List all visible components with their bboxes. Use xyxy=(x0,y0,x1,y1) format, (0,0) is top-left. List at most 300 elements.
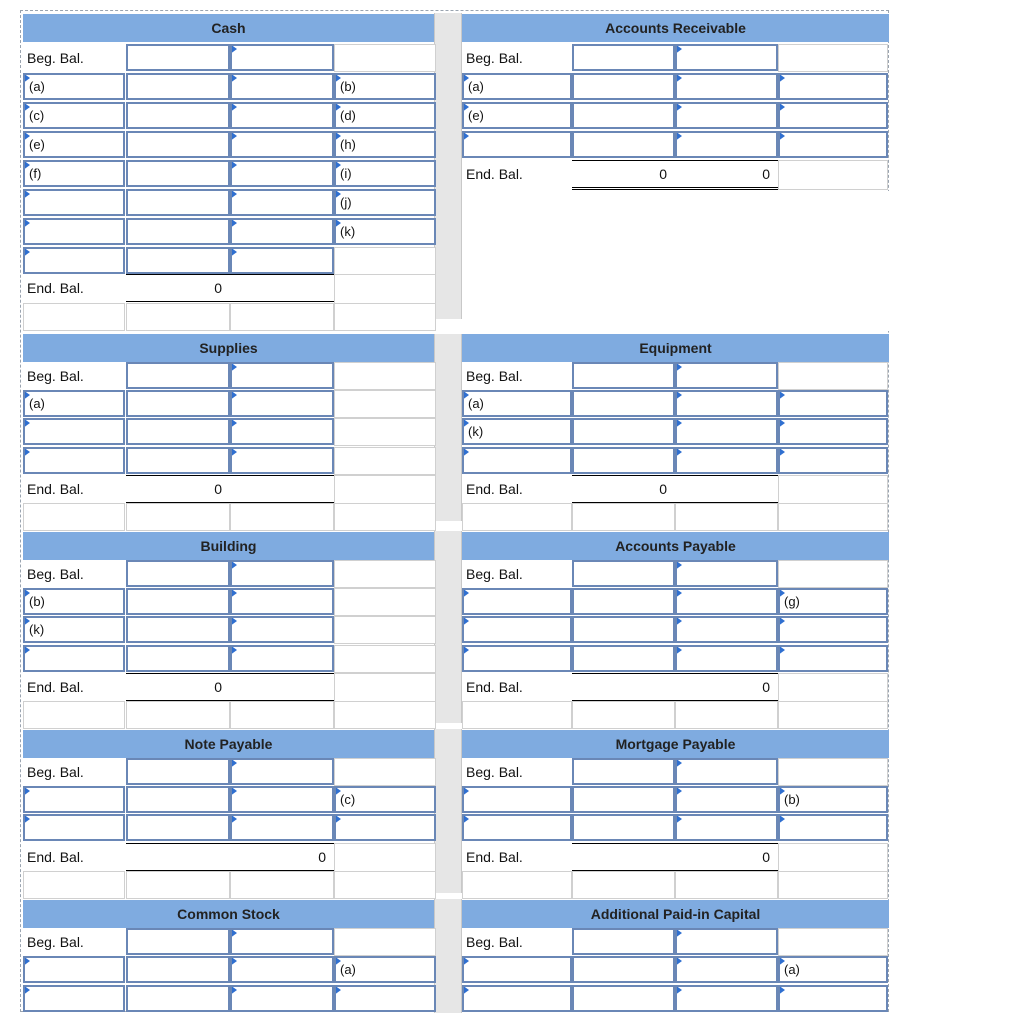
credit-amount-input[interactable] xyxy=(230,814,334,841)
dropdown-marker-icon xyxy=(230,131,237,141)
dropdown-marker-icon xyxy=(230,758,237,768)
empty-cell xyxy=(23,303,125,331)
debit-ref-input[interactable]: (k) xyxy=(462,418,572,445)
beg-bal-label: Beg. Bal. xyxy=(27,934,84,950)
account-header-accounts-receivable: Accounts Receivable xyxy=(462,14,889,42)
dropdown-marker-icon xyxy=(230,588,237,598)
t-account-worksheet xyxy=(20,10,889,1012)
dropdown-marker-icon xyxy=(778,390,785,400)
empty-cell xyxy=(126,503,230,531)
empty-cell xyxy=(334,503,436,531)
dropdown-marker-icon xyxy=(23,73,30,83)
dropdown-marker-icon xyxy=(462,985,469,995)
dropdown-marker-icon xyxy=(23,418,30,428)
empty-cell xyxy=(778,673,888,703)
dropdown-marker-icon xyxy=(675,956,682,966)
dropdown-marker-icon xyxy=(23,390,30,400)
credit-ref-input[interactable] xyxy=(778,616,888,643)
dropdown-marker-icon xyxy=(230,616,237,626)
dropdown-marker-icon xyxy=(462,447,469,457)
credit-amount-input[interactable] xyxy=(675,616,778,643)
empty-cell xyxy=(778,160,888,190)
dropdown-marker-icon xyxy=(675,985,682,995)
credit-total: 0 xyxy=(675,843,778,873)
dropdown-marker-icon xyxy=(230,44,237,54)
debit-amount-input[interactable] xyxy=(572,447,675,474)
dropdown-marker-icon xyxy=(778,588,785,598)
debit-amount-input[interactable] xyxy=(126,985,230,1012)
debit-ref-input[interactable]: (b) xyxy=(23,588,125,615)
credit-amount-input[interactable] xyxy=(230,786,334,813)
dropdown-marker-icon xyxy=(230,928,237,938)
beg-bal-label: Beg. Bal. xyxy=(466,934,523,950)
credit-amount-input[interactable] xyxy=(675,73,778,100)
dropdown-marker-icon xyxy=(778,786,785,796)
credit-amount-input[interactable] xyxy=(675,956,778,983)
beg-bal-label: Beg. Bal. xyxy=(27,50,84,66)
debit-amount-input[interactable] xyxy=(572,645,675,672)
dropdown-marker-icon xyxy=(334,189,341,199)
empty-cell xyxy=(778,503,888,531)
dropdown-marker-icon xyxy=(230,218,237,228)
debit-amount-input[interactable] xyxy=(126,758,230,785)
dropdown-marker-icon xyxy=(675,418,682,428)
dropdown-marker-icon xyxy=(23,160,30,170)
dropdown-marker-icon xyxy=(462,418,469,428)
debit-ref-input[interactable] xyxy=(23,247,125,274)
debit-amount-input[interactable] xyxy=(572,985,675,1012)
credit-amount-input[interactable] xyxy=(230,928,334,955)
debit-ref-input[interactable] xyxy=(23,218,125,245)
empty-cell xyxy=(230,871,334,899)
empty-cell xyxy=(778,475,888,505)
credit-ref-input[interactable]: (a) xyxy=(334,956,436,983)
dropdown-marker-icon xyxy=(462,616,469,626)
debit-ref-input[interactable]: (k) xyxy=(23,616,125,643)
dropdown-marker-icon xyxy=(23,786,30,796)
credit-amount-input[interactable] xyxy=(230,189,334,216)
debit-ref-input[interactable]: (a) xyxy=(462,390,572,417)
credit-amount-input[interactable] xyxy=(675,418,778,445)
dropdown-marker-icon xyxy=(778,645,785,655)
empty-cell xyxy=(334,616,436,644)
end-bal-label: End. Bal. xyxy=(466,849,523,865)
debit-ref-input[interactable] xyxy=(462,588,572,615)
empty-cell xyxy=(23,871,125,899)
empty-cell xyxy=(334,645,436,673)
dropdown-marker-icon xyxy=(23,218,30,228)
column-divider xyxy=(434,729,462,893)
dropdown-marker-icon xyxy=(462,131,469,141)
debit-amount-input[interactable] xyxy=(126,814,230,841)
credit-ref-input[interactable] xyxy=(778,985,888,1012)
empty-cell xyxy=(334,928,436,956)
debit-ref-input[interactable] xyxy=(23,786,125,813)
empty-cell xyxy=(334,588,436,616)
dropdown-marker-icon xyxy=(778,616,785,626)
debit-ref-input[interactable] xyxy=(23,447,125,474)
dropdown-marker-icon xyxy=(462,588,469,598)
dropdown-marker-icon xyxy=(778,985,785,995)
account-header-accounts-payable: Accounts Payable xyxy=(462,532,889,560)
credit-amount-input[interactable] xyxy=(675,362,778,389)
empty-cell xyxy=(334,418,436,446)
debit-amount-input[interactable] xyxy=(572,102,675,129)
account-header-building: Building xyxy=(23,532,434,560)
credit-ref-input[interactable] xyxy=(778,814,888,841)
credit-ref-input[interactable]: (g) xyxy=(778,588,888,615)
debit-total: 0 xyxy=(572,475,675,505)
debit-total: 0 xyxy=(572,160,675,190)
credit-total: 0 xyxy=(675,673,778,703)
beg-bal-label: Beg. Bal. xyxy=(466,50,523,66)
empty-cell xyxy=(334,447,436,475)
dropdown-marker-icon xyxy=(462,814,469,824)
end-bal-label: End. Bal. xyxy=(466,679,523,695)
dropdown-marker-icon xyxy=(230,73,237,83)
credit-amount-input[interactable] xyxy=(675,44,778,71)
credit-ref-input[interactable]: (i) xyxy=(334,160,436,187)
empty-cell xyxy=(778,928,888,956)
debit-total xyxy=(126,843,230,873)
debit-amount-input[interactable] xyxy=(126,218,230,245)
dropdown-marker-icon xyxy=(23,447,30,457)
credit-amount-input[interactable] xyxy=(675,985,778,1012)
debit-amount-input[interactable] xyxy=(572,928,675,955)
end-bal-label: End. Bal. xyxy=(466,166,523,182)
empty-cell xyxy=(778,843,888,873)
credit-ref-input[interactable] xyxy=(334,814,436,841)
account-header-note-payable: Note Payable xyxy=(23,730,434,758)
debit-ref-input[interactable] xyxy=(23,645,125,672)
dropdown-marker-icon xyxy=(23,102,30,112)
debit-ref-input[interactable]: (a) xyxy=(462,73,572,100)
debit-amount-input[interactable] xyxy=(126,247,230,274)
debit-amount-input[interactable] xyxy=(126,189,230,216)
end-bal-label: End. Bal. xyxy=(27,679,84,695)
debit-ref-input[interactable]: (e) xyxy=(462,102,572,129)
debit-amount-input[interactable] xyxy=(572,131,675,158)
credit-amount-input[interactable] xyxy=(675,928,778,955)
dropdown-marker-icon xyxy=(334,956,341,966)
dropdown-marker-icon xyxy=(675,588,682,598)
beg-bal-label: Beg. Bal. xyxy=(466,764,523,780)
debit-amount-input[interactable] xyxy=(126,928,230,955)
debit-ref-input[interactable] xyxy=(462,645,572,672)
dropdown-marker-icon xyxy=(462,786,469,796)
credit-amount-input[interactable] xyxy=(230,247,334,274)
debit-ref-input[interactable] xyxy=(462,985,572,1012)
credit-amount-input[interactable] xyxy=(230,447,334,474)
empty-cell xyxy=(572,871,675,899)
dropdown-marker-icon xyxy=(23,645,30,655)
credit-amount-input[interactable] xyxy=(230,418,334,445)
dropdown-marker-icon xyxy=(675,645,682,655)
credit-ref-input[interactable] xyxy=(778,390,888,417)
debit-ref-input[interactable]: (a) xyxy=(23,73,125,100)
debit-amount-input[interactable] xyxy=(126,447,230,474)
credit-ref-input[interactable]: (b) xyxy=(334,73,436,100)
debit-ref-input[interactable]: (f) xyxy=(23,160,125,187)
debit-amount-input[interactable] xyxy=(572,44,675,71)
dropdown-marker-icon xyxy=(778,418,785,428)
empty-cell xyxy=(675,503,778,531)
dropdown-marker-icon xyxy=(675,928,682,938)
dropdown-marker-icon xyxy=(334,73,341,83)
credit-amount-input[interactable] xyxy=(230,160,334,187)
credit-total xyxy=(230,274,334,304)
credit-amount-input[interactable] xyxy=(675,102,778,129)
debit-ref-input[interactable]: (a) xyxy=(23,390,125,417)
empty-cell xyxy=(334,843,436,873)
credit-ref-input[interactable] xyxy=(778,73,888,100)
debit-total xyxy=(572,673,675,703)
debit-ref-input[interactable] xyxy=(23,189,125,216)
debit-amount-input[interactable] xyxy=(126,616,230,643)
credit-ref-input[interactable] xyxy=(778,418,888,445)
dropdown-marker-icon xyxy=(230,956,237,966)
column-divider xyxy=(434,899,462,1013)
debit-ref-input[interactable] xyxy=(462,131,572,158)
dropdown-marker-icon xyxy=(675,362,682,372)
debit-ref-input[interactable] xyxy=(462,786,572,813)
debit-amount-input[interactable] xyxy=(126,73,230,100)
dropdown-marker-icon xyxy=(462,73,469,83)
credit-total: 0 xyxy=(230,843,334,873)
column-divider xyxy=(434,334,462,521)
dropdown-marker-icon xyxy=(230,102,237,112)
dropdown-marker-icon xyxy=(675,390,682,400)
dropdown-marker-icon xyxy=(230,786,237,796)
credit-amount-input[interactable] xyxy=(230,616,334,643)
dropdown-marker-icon xyxy=(675,131,682,141)
empty-cell xyxy=(334,475,436,505)
empty-cell xyxy=(572,701,675,729)
debit-amount-input[interactable] xyxy=(126,44,230,71)
dropdown-marker-icon xyxy=(778,447,785,457)
dropdown-marker-icon xyxy=(230,160,237,170)
dropdown-marker-icon xyxy=(778,956,785,966)
credit-amount-input[interactable] xyxy=(230,956,334,983)
dropdown-marker-icon xyxy=(675,73,682,83)
credit-ref-input[interactable]: (k) xyxy=(334,218,436,245)
dropdown-marker-icon xyxy=(778,814,785,824)
debit-total: 0 xyxy=(126,475,230,505)
empty-cell xyxy=(675,701,778,729)
credit-amount-input[interactable] xyxy=(230,218,334,245)
dropdown-marker-icon xyxy=(462,956,469,966)
credit-ref-input[interactable] xyxy=(778,102,888,129)
debit-amount-input[interactable] xyxy=(126,102,230,129)
empty-cell xyxy=(778,44,888,72)
debit-amount-input[interactable] xyxy=(572,814,675,841)
debit-amount-input[interactable] xyxy=(572,73,675,100)
debit-amount-input[interactable] xyxy=(126,588,230,615)
empty-cell xyxy=(778,362,888,390)
credit-amount-input[interactable] xyxy=(230,645,334,672)
dropdown-marker-icon xyxy=(230,560,237,570)
empty-cell xyxy=(334,247,436,275)
credit-ref-input[interactable]: (h) xyxy=(334,131,436,158)
debit-ref-input[interactable] xyxy=(23,418,125,445)
empty-cell xyxy=(462,503,572,531)
debit-amount-input[interactable] xyxy=(572,560,675,587)
debit-amount-input[interactable] xyxy=(126,418,230,445)
debit-total xyxy=(572,843,675,873)
dropdown-marker-icon xyxy=(230,814,237,824)
dropdown-marker-icon xyxy=(23,956,30,966)
empty-cell xyxy=(126,303,230,331)
debit-amount-input[interactable] xyxy=(572,786,675,813)
debit-ref-input[interactable] xyxy=(462,956,572,983)
dropdown-marker-icon xyxy=(462,390,469,400)
debit-ref-input[interactable]: (c) xyxy=(23,102,125,129)
debit-ref-input[interactable] xyxy=(23,956,125,983)
credit-ref-input[interactable]: (j) xyxy=(334,189,436,216)
empty-cell xyxy=(675,871,778,899)
empty-cell xyxy=(778,871,888,899)
dropdown-marker-icon xyxy=(230,189,237,199)
credit-ref-input[interactable] xyxy=(778,645,888,672)
debit-ref-input[interactable] xyxy=(462,616,572,643)
credit-ref-input[interactable] xyxy=(778,447,888,474)
account-header-supplies: Supplies xyxy=(23,334,434,362)
debit-amount-input[interactable] xyxy=(126,131,230,158)
debit-amount-input[interactable] xyxy=(572,588,675,615)
dropdown-marker-icon xyxy=(334,218,341,228)
debit-total: 0 xyxy=(126,673,230,703)
debit-amount-input[interactable] xyxy=(126,560,230,587)
debit-ref-input[interactable] xyxy=(462,447,572,474)
debit-amount-input[interactable] xyxy=(126,160,230,187)
dropdown-marker-icon xyxy=(675,786,682,796)
empty-cell xyxy=(334,390,436,418)
empty-cell xyxy=(334,673,436,703)
blank-area xyxy=(462,191,889,331)
dropdown-marker-icon xyxy=(23,814,30,824)
credit-amount-input[interactable] xyxy=(675,588,778,615)
dropdown-marker-icon xyxy=(23,985,30,995)
empty-cell xyxy=(462,871,572,899)
credit-amount-input[interactable] xyxy=(675,758,778,785)
debit-amount-input[interactable] xyxy=(126,645,230,672)
empty-cell xyxy=(230,303,334,331)
credit-amount-input[interactable] xyxy=(675,560,778,587)
credit-amount-input[interactable] xyxy=(675,645,778,672)
empty-cell xyxy=(334,871,436,899)
debit-amount-input[interactable] xyxy=(572,362,675,389)
beg-bal-label: Beg. Bal. xyxy=(466,368,523,384)
credit-ref-input[interactable]: (a) xyxy=(778,956,888,983)
credit-amount-input[interactable] xyxy=(230,44,334,71)
empty-cell xyxy=(778,560,888,588)
debit-amount-input[interactable] xyxy=(126,390,230,417)
beg-bal-label: Beg. Bal. xyxy=(466,566,523,582)
dropdown-marker-icon xyxy=(230,418,237,428)
empty-cell xyxy=(778,701,888,729)
empty-cell xyxy=(230,701,334,729)
account-header-cash: Cash xyxy=(23,14,434,42)
empty-cell xyxy=(334,758,436,786)
credit-amount-input[interactable] xyxy=(230,985,334,1012)
beg-bal-label: Beg. Bal. xyxy=(27,368,84,384)
debit-amount-input[interactable] xyxy=(126,362,230,389)
credit-amount-input[interactable] xyxy=(230,73,334,100)
credit-amount-input[interactable] xyxy=(230,758,334,785)
end-bal-label: End. Bal. xyxy=(27,280,84,296)
dropdown-marker-icon xyxy=(462,102,469,112)
column-divider xyxy=(434,531,462,723)
dropdown-marker-icon xyxy=(23,616,30,626)
debit-ref-input[interactable] xyxy=(462,814,572,841)
debit-amount-input[interactable] xyxy=(126,956,230,983)
beg-bal-label: Beg. Bal. xyxy=(27,764,84,780)
dropdown-marker-icon xyxy=(23,131,30,141)
dropdown-marker-icon xyxy=(778,131,785,141)
credit-ref-input[interactable]: (c) xyxy=(334,786,436,813)
empty-cell xyxy=(334,303,436,331)
credit-amount-input[interactable] xyxy=(230,390,334,417)
debit-amount-input[interactable] xyxy=(572,956,675,983)
debit-amount-input[interactable] xyxy=(126,786,230,813)
empty-cell xyxy=(334,274,436,304)
dropdown-marker-icon xyxy=(675,758,682,768)
debit-amount-input[interactable] xyxy=(572,390,675,417)
dropdown-marker-icon xyxy=(778,73,785,83)
dropdown-marker-icon xyxy=(230,447,237,457)
debit-ref-input[interactable]: (e) xyxy=(23,131,125,158)
credit-total: 0 xyxy=(675,160,778,190)
dropdown-marker-icon xyxy=(230,645,237,655)
debit-ref-input[interactable] xyxy=(23,814,125,841)
credit-amount-input[interactable] xyxy=(675,131,778,158)
account-header-mortgage-payable: Mortgage Payable xyxy=(462,730,889,758)
empty-cell xyxy=(334,560,436,588)
end-bal-label: End. Bal. xyxy=(27,481,84,497)
credit-amount-input[interactable] xyxy=(230,560,334,587)
credit-amount-input[interactable] xyxy=(230,102,334,129)
debit-amount-input[interactable] xyxy=(572,616,675,643)
debit-ref-input[interactable] xyxy=(23,985,125,1012)
credit-amount-input[interactable] xyxy=(675,786,778,813)
credit-amount-input[interactable] xyxy=(675,814,778,841)
credit-amount-input[interactable] xyxy=(675,390,778,417)
empty-cell xyxy=(23,701,125,729)
credit-amount-input[interactable] xyxy=(230,588,334,615)
dropdown-marker-icon xyxy=(675,560,682,570)
dropdown-marker-icon xyxy=(334,814,341,824)
empty-cell xyxy=(126,871,230,899)
credit-total xyxy=(230,673,334,703)
credit-ref-input[interactable] xyxy=(778,131,888,158)
dropdown-marker-icon xyxy=(778,102,785,112)
empty-cell xyxy=(23,503,125,531)
dropdown-marker-icon xyxy=(334,160,341,170)
debit-amount-input[interactable] xyxy=(572,758,675,785)
dropdown-marker-icon xyxy=(675,616,682,626)
debit-amount-input[interactable] xyxy=(572,418,675,445)
credit-ref-input[interactable]: (d) xyxy=(334,102,436,129)
credit-amount-input[interactable] xyxy=(675,447,778,474)
credit-amount-input[interactable] xyxy=(230,131,334,158)
column-divider xyxy=(434,13,462,319)
credit-ref-input[interactable] xyxy=(334,985,436,1012)
end-bal-label: End. Bal. xyxy=(466,481,523,497)
dropdown-marker-icon xyxy=(675,447,682,457)
credit-amount-input[interactable] xyxy=(230,362,334,389)
empty-cell xyxy=(126,701,230,729)
credit-ref-input[interactable]: (b) xyxy=(778,786,888,813)
